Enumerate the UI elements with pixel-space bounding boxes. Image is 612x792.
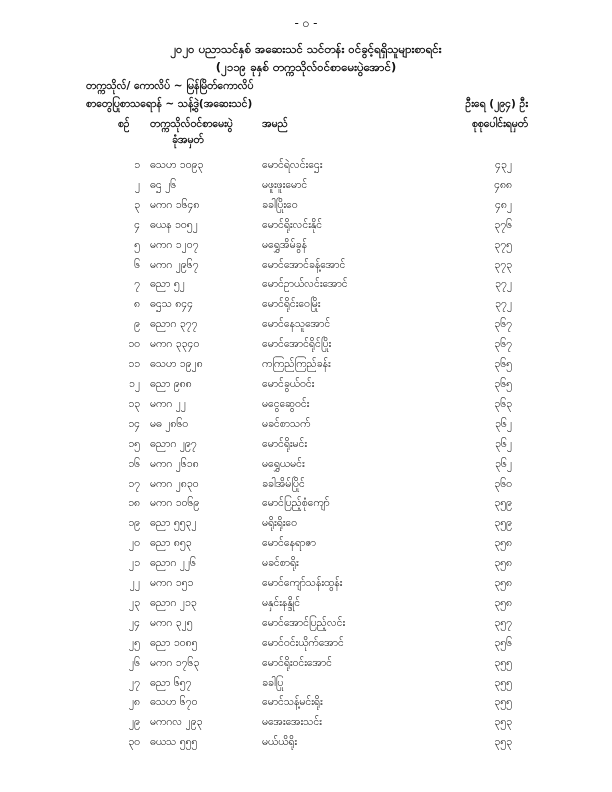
row-marks: ၃၅၈ bbox=[494, 537, 512, 550]
organization-label: တက္ကသိုလ်/ ကောလိပ် ~ မြန်မြိတ်ကောလိပ် bbox=[86, 80, 254, 92]
row-number: ၂၁ bbox=[128, 557, 140, 570]
row-name: မောင်ရိုင်းဝေမြိုး bbox=[262, 298, 321, 311]
row-roll-number: ဓဌသ ၈၄၄ bbox=[150, 298, 194, 311]
table-row bbox=[0, 635, 612, 655]
row-name: မခင်စာသက် bbox=[262, 417, 311, 430]
row-roll-number: ဓယန ၁၀၅၂ bbox=[150, 218, 198, 231]
row-marks: ၃၆၇ bbox=[494, 338, 512, 351]
table-row bbox=[0, 416, 612, 436]
row-marks: ၃၅၇ bbox=[494, 616, 512, 629]
row-number: ၂၉ bbox=[128, 716, 140, 729]
row-marks: ၃၇၂ bbox=[495, 278, 512, 291]
table-row bbox=[0, 476, 612, 496]
table-row bbox=[0, 456, 612, 476]
row-roll-number: ဓယသ ၅၅၅ bbox=[150, 736, 198, 749]
row-number: ၂၈ bbox=[128, 696, 140, 709]
row-roll-number: ဓညာ ၈၅၃ bbox=[150, 537, 192, 550]
row-roll-number: မကဂ ၂၈၃၀ bbox=[150, 477, 199, 490]
row-marks: ၃၆၅ bbox=[494, 377, 512, 390]
row-roll-number: မကဂ ၁၇၆၃ bbox=[150, 656, 200, 669]
row-roll-number: မကဂ ၁၀၆၉ bbox=[150, 497, 200, 510]
row-roll-number: ဓသဟ ၁၉၂၈ bbox=[150, 358, 203, 371]
row-roll-number: ဓသဟ ၆၇၀ bbox=[150, 696, 198, 709]
row-roll-number: ဓညာ ၆၅၇ bbox=[150, 676, 192, 689]
row-marks: ၃၇၅ bbox=[494, 238, 512, 251]
row-marks: ၃၆၃ bbox=[494, 397, 512, 410]
row-name: မနှင်းနန္ဒိုင် bbox=[262, 596, 301, 609]
row-marks: ၃၅၃ bbox=[494, 716, 512, 729]
row-number: ၂၂ bbox=[129, 577, 140, 590]
table-row bbox=[0, 217, 612, 237]
row-marks: ၃၆၂ bbox=[495, 417, 512, 430]
document-title: ၂၀၂၀ ပညာသင်နှစ် အဆေးသင် သင်တန်း ဝင်ခွင့်ရရှိသူများစာရင်း bbox=[170, 42, 442, 56]
row-number: ၁၃ bbox=[128, 397, 140, 410]
table-row bbox=[0, 615, 612, 635]
table-row bbox=[0, 495, 612, 515]
row-roll-number: မဓ ၂၈၆၀ bbox=[150, 417, 189, 430]
table-row bbox=[0, 714, 612, 734]
row-name: မောင်အောင်ရိုင်ပြိုး bbox=[262, 338, 332, 351]
row-marks: ၃၇၂ bbox=[495, 298, 512, 311]
row-roll-number: မကဂ ၁၆၄၈ bbox=[150, 198, 200, 211]
row-number: ၁ bbox=[134, 159, 140, 171]
row-marks: ၃၅၈ bbox=[494, 577, 512, 590]
table-row bbox=[0, 237, 612, 257]
row-marks: ၄၈၈ bbox=[494, 178, 512, 191]
row-number: ၁၄ bbox=[128, 417, 140, 430]
results-table bbox=[0, 157, 612, 754]
table-row bbox=[0, 655, 612, 675]
row-number: ၁၂ bbox=[128, 377, 140, 390]
row-name: မရိုးရိုးဝေ bbox=[262, 517, 297, 530]
table-row bbox=[0, 595, 612, 615]
row-name: မဖူးဖူးမောင် bbox=[262, 178, 308, 191]
row-name: မအေးအေးသင်း bbox=[262, 716, 322, 729]
row-marks: ၃၆၂ bbox=[495, 437, 512, 450]
row-number: ၉ bbox=[134, 318, 140, 331]
page-number: - ၀ - bbox=[294, 16, 318, 30]
table-row bbox=[0, 436, 612, 456]
table-row bbox=[0, 356, 612, 376]
row-name: ကကြည်ကြည်ခန်း bbox=[262, 358, 331, 371]
row-number: ၁၁ bbox=[128, 358, 140, 371]
row-name: မောင်နေသူအောင် bbox=[262, 318, 331, 331]
row-number: ၂၅ bbox=[128, 636, 140, 649]
row-marks: ၃၅၅ bbox=[494, 696, 512, 709]
row-number: ၅ bbox=[134, 238, 140, 251]
table-row bbox=[0, 555, 612, 575]
row-roll-number: မကဂ ၂၂ bbox=[150, 397, 186, 410]
row-marks: ၄၈၂ bbox=[494, 198, 512, 211]
row-number: ၁၉ bbox=[128, 517, 140, 530]
document-subtitle: (၂၁၁၉ ခုနှစ် တက္ကသိုလ်ဝင်စာမေးပွဲအောင်) bbox=[215, 60, 397, 74]
row-name: မောင်နေရာဇာ bbox=[262, 537, 316, 550]
row-name: မောင်ဥာယ်လင်းအောင် bbox=[262, 278, 348, 291]
row-number: ၁၈ bbox=[128, 497, 140, 510]
table-row bbox=[0, 575, 612, 595]
row-marks: ၃၇၃ bbox=[494, 258, 512, 271]
row-name: မောင်ခွယ်ဝင်း bbox=[262, 377, 315, 390]
row-roll-number: မကဂလ ၂၉၃ bbox=[150, 716, 203, 729]
row-name: မရွှေအိမ်ခွန် bbox=[262, 238, 307, 251]
row-name: ခခါပြိုးဝေ bbox=[262, 198, 298, 211]
row-name: မောင်ရိုးလင်းနိုင် bbox=[262, 218, 323, 231]
row-number: ၂ bbox=[134, 178, 140, 191]
table-row bbox=[0, 515, 612, 535]
office-label: စာတွေပြုစာသရောန် ~ သန့်ဒွဲ(အဆေးသင်) bbox=[86, 98, 253, 110]
row-roll-number: မကဂ ၃၃၄၀ bbox=[150, 338, 200, 351]
row-marks: ၃၅၅ bbox=[494, 676, 512, 689]
row-roll-number: ဓညာ ၅၂ bbox=[150, 278, 185, 291]
row-number: ၁၇ bbox=[128, 477, 140, 490]
row-marks: ၃၅၉ bbox=[494, 517, 512, 530]
row-name: မောင်ရိုးမင်း bbox=[262, 437, 308, 450]
row-number: ၆ bbox=[134, 258, 140, 271]
row-marks: ၃၅၈ bbox=[494, 557, 512, 570]
column-header-no: စဉ် bbox=[118, 118, 130, 130]
row-roll-number: ဓဌ ၂၆ bbox=[150, 178, 177, 191]
row-number: ၄ bbox=[134, 218, 140, 231]
total-count: ဦးရေ (၂၉၄) ဦး bbox=[465, 98, 528, 110]
row-name: မောင်အောင်ပြည့်လင်း bbox=[262, 616, 346, 629]
row-marks: ၃၅၅ bbox=[494, 656, 512, 669]
row-name: မောင်ရဲလင်းဌေး bbox=[262, 159, 323, 171]
row-marks: ၃၆၅ bbox=[494, 358, 512, 371]
row-marks: ၃၇၆ bbox=[494, 218, 512, 231]
row-roll-number: မကဂ ၂၉၆၇ bbox=[150, 258, 199, 271]
row-number: ၂၆ bbox=[128, 656, 140, 669]
row-roll-number: ဓညာဂ ၂၉၇ bbox=[150, 437, 197, 450]
column-header-name: အမည် bbox=[262, 118, 288, 130]
row-marks: ၃၅၉ bbox=[494, 497, 512, 510]
table-row bbox=[0, 675, 612, 695]
row-roll-number: ဓညာဂ ၃၇၇ bbox=[150, 318, 198, 331]
column-header-marks: စုစုပေါင်းရမှတ် bbox=[471, 118, 528, 130]
row-name: မခင်စာရိုး bbox=[262, 557, 299, 570]
table-row bbox=[0, 177, 612, 197]
table-row bbox=[0, 296, 612, 316]
row-name: မောင်သန့်မင်းရိုး bbox=[262, 696, 323, 709]
row-name: မောင်ဝင်းယိုက်အောင် bbox=[262, 636, 344, 649]
row-marks: ၃၅၈ bbox=[494, 596, 512, 609]
row-roll-number: ဓသဟ ၁၀၉၃ bbox=[150, 159, 204, 171]
table-row bbox=[0, 197, 612, 217]
row-roll-number: ဓညာ ၁၀၈၅ bbox=[150, 636, 198, 649]
row-name: မောင်အောင်ခန့်အောင် bbox=[262, 258, 346, 271]
row-name: မောင်ကျော်သန်းထွန်း bbox=[262, 577, 343, 590]
row-marks: ၃၆၂ bbox=[495, 457, 512, 470]
row-name: မယ်ယိရိုး bbox=[262, 736, 298, 749]
row-roll-number: ဓညာဂ ၂၁၃ bbox=[150, 596, 197, 609]
row-marks: ၄၃၂ bbox=[495, 159, 512, 171]
table-row bbox=[0, 396, 612, 416]
row-number: ၈ bbox=[134, 298, 140, 311]
table-row bbox=[0, 316, 612, 336]
row-roll-number: မကဂ ၃၂၅ bbox=[150, 616, 193, 629]
row-name: ခခါအိမ်ပြိုင် bbox=[262, 477, 305, 490]
table-row bbox=[0, 734, 612, 754]
row-marks: ၃၅၃ bbox=[494, 736, 512, 749]
row-name: မငွေဆွေဝင်း bbox=[262, 397, 310, 410]
row-number: ၇ bbox=[134, 278, 140, 291]
row-name: မောင်ရိုးဝင်းအောင် bbox=[262, 656, 332, 669]
row-roll-number: မကဂ ၁၂၀၇ bbox=[150, 238, 199, 251]
row-number: ၁၅ bbox=[128, 437, 140, 450]
table-row bbox=[0, 376, 612, 396]
row-number: ၁၀ bbox=[128, 338, 140, 351]
row-name: ခခါပြု bbox=[262, 676, 284, 689]
row-number: ၂၇ bbox=[128, 676, 140, 689]
row-number: ၂၄ bbox=[128, 616, 140, 629]
row-number: ၂၀ bbox=[128, 537, 140, 550]
column-header-roll: တက္ကသိုလ်ဝင်စာမေးပွဲ bbox=[150, 118, 233, 130]
row-roll-number: မကဂ ၂၆၁၈ bbox=[150, 457, 199, 470]
row-number: ၃ bbox=[134, 198, 140, 211]
row-roll-number: ဓညာဂ ၂၂၆ bbox=[150, 557, 196, 570]
row-marks: ၃၆၀ bbox=[494, 477, 512, 490]
table-row bbox=[0, 157, 612, 177]
row-name: မောင်ပြည့်စုံကျော် bbox=[262, 497, 330, 510]
row-number: ၂၃ bbox=[128, 596, 140, 609]
row-roll-number: မကဂ ၁၅၁ bbox=[150, 577, 194, 590]
table-row bbox=[0, 694, 612, 714]
row-name: မရွှေယမင်း bbox=[262, 457, 305, 470]
column-header-roll-sub: ခုံအမှတ် bbox=[172, 134, 204, 146]
row-roll-number: ဓညာ ၉၈၈ bbox=[150, 377, 192, 390]
table-row bbox=[0, 276, 612, 296]
table-row bbox=[0, 336, 612, 356]
row-number: ၁၆ bbox=[128, 457, 140, 470]
row-number: ၃၀ bbox=[128, 736, 140, 749]
table-row bbox=[0, 257, 612, 277]
row-roll-number: ဓညာ ၅၅၃၂ bbox=[150, 517, 197, 530]
row-marks: ၃၆၇ bbox=[494, 318, 512, 331]
row-marks: ၃၅၆ bbox=[494, 636, 512, 649]
table-row bbox=[0, 535, 612, 555]
